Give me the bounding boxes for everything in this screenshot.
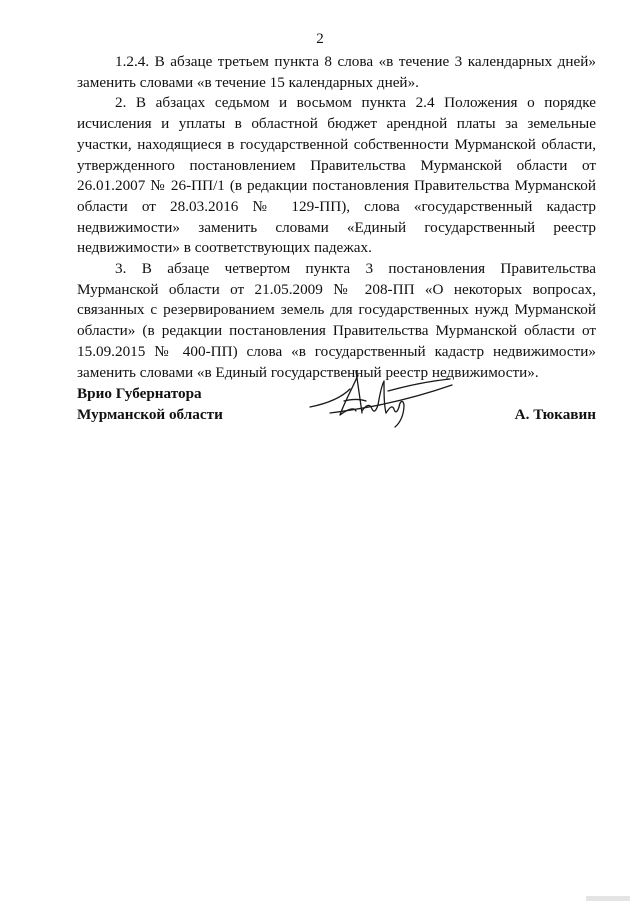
document-body: [77, 52, 596, 383]
paragraph-3: 3. В абзаце четвертом пункта 3 постановления Правительства Мурманской области от 21.05.2009 № 208-ПП «О некоторых вопросах, связанных с резервированием земель для государственных нужд Мурманской области» (в редакции постановления Правительства Мурманской области от 15.09.2015 № 400-ПП) слова «в государственный кадастр недвижимости» заменить словами «в Единый государственный реестр недвижимости».: [77, 260, 596, 381]
paragraph-2: 2. В абзацах седьмом и восьмом пункта 2.4 Положения о порядке исчисления и уплаты в областной бюджет арендной платы за земельные участки, находящиеся в государственной собственности Мурманской области, утвержденного постановлением Правительства Мурманской области от 26.01.2007 № 26-ПП/1 (в редакции постановления Правительства Мурманской области от 28.03.2016 № 129-ПП), слова «государственный кадастр недвижимости» заменить словами «Единый государственный реестр недвижимости» в соответствующих падежах.: [77, 94, 596, 257]
paragraph-1-2-4: 1.2.4. В абзаце третьем пункта 8 слова «в течение 3 календарных дней» заменить словами «в течение 15 календарных дней».: [77, 53, 596, 91]
page-number: 2: [316, 31, 324, 47]
signatory-position: [77, 383, 223, 425]
signatory-position-line1: Врио Губернатора: [77, 385, 202, 402]
handwritten-signature: [300, 363, 460, 433]
page-edge-mark: [586, 896, 630, 901]
signatory-position-line2: Мурманской области: [77, 406, 223, 423]
signatory-name: А. Тюкавин: [514, 406, 596, 423]
